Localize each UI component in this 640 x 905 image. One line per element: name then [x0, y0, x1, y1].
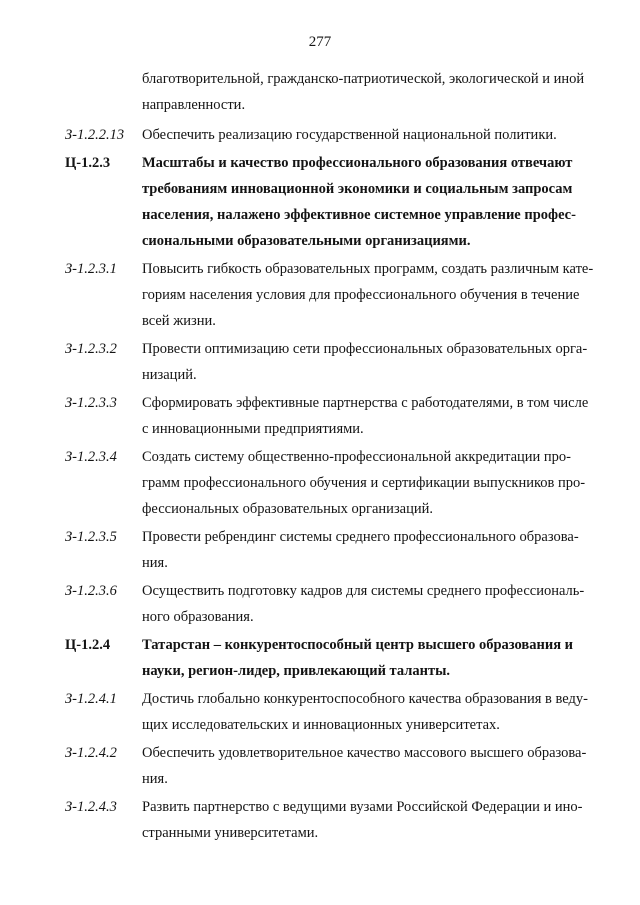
task-item	[65, 740, 615, 792]
document-body	[65, 66, 615, 846]
task-code: З-1.2.3.3	[65, 395, 117, 411]
task-code: З-1.2.3.2	[65, 341, 117, 357]
text-line: Достичь глобально конкурентоспособного качества образования в веду-	[142, 691, 588, 707]
text-line: Осуществить подготовку кадров для системы среднего профессиональ-	[142, 583, 585, 599]
task-code: З-1.2.3.5	[65, 529, 117, 545]
text-line: науки, регион-лидер, привлекающий таланты.	[142, 663, 451, 679]
goal-code: Ц-1.2.3	[65, 155, 111, 171]
text-line: Создать систему общественно-профессиональной аккредитации про-	[142, 449, 572, 465]
text-line: благотворительной, гражданско-патриотической, экологической и иной	[142, 71, 585, 87]
text-line: фессиональных образовательных организаций.	[142, 501, 434, 517]
task-code: З-1.2.4.2	[65, 745, 117, 761]
text-line: Повысить гибкость образовательных программ, создать различным кате-	[142, 261, 594, 277]
task-text	[142, 524, 615, 576]
task-code: З-1.2.3.1	[65, 261, 117, 277]
text-line: Провести ребрендинг системы среднего профессионального образова-	[142, 529, 579, 545]
text-line: Татарстан – конкурентоспособный центр высшего образования и	[142, 637, 574, 653]
goal-text	[142, 632, 615, 684]
text-line: сиональными образовательными организациями.	[142, 233, 471, 249]
page-number: 277	[308, 34, 332, 50]
goal-item	[65, 150, 615, 254]
text-line: Сформировать эффективные партнерства с работодателями, в том числе	[142, 395, 589, 411]
task-text	[142, 256, 615, 334]
task-item	[65, 256, 615, 334]
task-item	[65, 524, 615, 576]
text-line: гориям населения условия для профессионального обучения в течение	[142, 287, 580, 303]
goal-code: Ц-1.2.4	[65, 637, 111, 653]
text-line: ного образования.	[142, 609, 254, 625]
task-text	[142, 740, 615, 792]
text-line: всей жизни.	[142, 313, 216, 329]
task-code: З-1.2.3.6	[65, 583, 117, 599]
task-item	[65, 390, 615, 442]
task-text	[142, 336, 615, 388]
task-text	[142, 686, 615, 738]
task-item	[65, 444, 615, 522]
text-line: населения, налажено эффективное системное управление профес-	[142, 207, 576, 223]
task-item	[65, 578, 615, 630]
task-item	[65, 336, 615, 388]
task-text	[142, 390, 615, 442]
task-item	[65, 794, 615, 846]
task-text	[142, 444, 615, 522]
text-line: грамм профессионального обучения и сертификации выпускников про-	[142, 475, 586, 491]
task-text	[142, 578, 615, 630]
goal-item	[65, 632, 615, 684]
text-line: Провести оптимизацию сети профессиональных образовательных орга-	[142, 341, 588, 357]
task-text	[142, 122, 615, 148]
text-line: с инновационными предприятиями.	[142, 421, 364, 437]
text-line: странными университетами.	[142, 825, 319, 841]
goal-text	[142, 150, 615, 254]
text-line: направленности.	[142, 97, 246, 113]
task-code: З-1.2.4.3	[65, 799, 117, 815]
text-line: Масштабы и качество профессионального образования отвечают	[142, 155, 573, 171]
task-text	[142, 794, 615, 846]
text-line: требованиям инновационной экономики и социальным запросам	[142, 181, 573, 197]
text-line: Развить партнерство с ведущими вузами Российской Федерации и ино-	[142, 799, 583, 815]
text-line: ния.	[142, 555, 168, 571]
task-item	[65, 122, 615, 148]
task-code: З-1.2.2.13	[65, 127, 125, 143]
text-line: низаций.	[142, 367, 197, 383]
continuation-text	[142, 66, 615, 118]
text-line: Обеспечить удовлетворительное качество массового высшего образова-	[142, 745, 587, 761]
task-code: З-1.2.3.4	[65, 449, 117, 465]
task-item	[65, 686, 615, 738]
text-line: ния.	[142, 771, 168, 787]
text-line: щих исследовательских и инновационных университетах.	[142, 717, 500, 733]
task-code: З-1.2.4.1	[65, 691, 117, 707]
continuation-paragraph	[65, 66, 615, 118]
text-line: Обеспечить реализацию государственной национальной политики.	[142, 127, 557, 143]
